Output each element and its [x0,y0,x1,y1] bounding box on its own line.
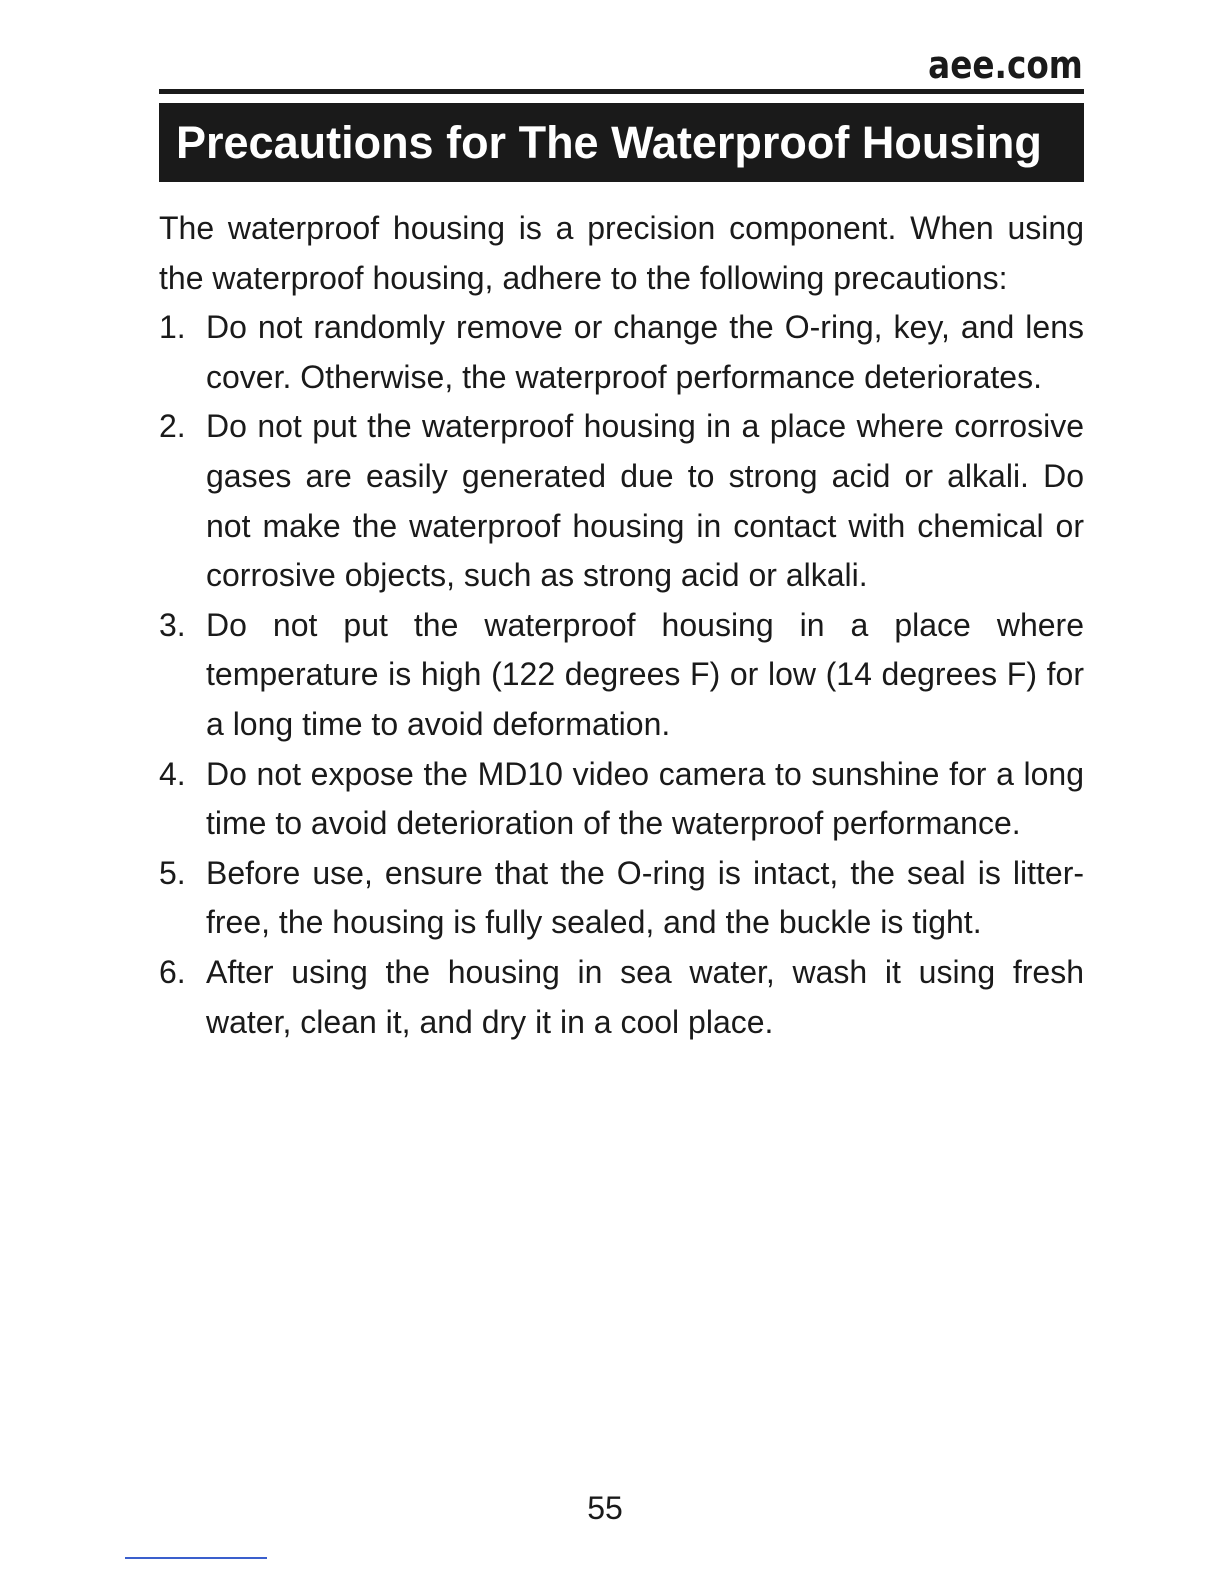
page-number: 55 [587,1490,623,1526]
header-rule [159,89,1084,94]
brand-logo: aee.com [928,43,1083,87]
item-number: 4. [159,755,186,792]
list-item [159,948,1084,1047]
list-item [159,750,1084,849]
precautions-list [159,303,1084,1047]
page-title: Precautions for The Waterproof Housing [159,103,1084,182]
list-item [159,601,1084,750]
item-number: 1. [159,309,186,346]
item-number: 6. [159,953,186,990]
item-text: After using the housing in sea water, wash it using fresh water, clean it, and dry it in a cool place. [206,953,1084,1040]
item-text: Do not randomly remove or change the O-ring, key, and lens cover. Otherwise, the waterproof performance deteriorates. [206,309,1084,395]
item-number: 3. [159,606,186,643]
content-body [159,204,1084,1047]
corner-line [125,1557,267,1559]
intro-paragraph: The waterproof housing is a precision component. When using the waterproof housing, adhere to the following precautions: [159,210,1084,296]
item-number: 2. [159,408,186,445]
list-item [159,849,1084,948]
list-item [159,303,1084,402]
item-number: 5. [159,854,186,891]
list-item [159,402,1084,600]
item-text: Before use, ensure that the O-ring is intact, the seal is litter-free, the housing is fully sealed, and the buckle is tight. [206,854,1084,941]
item-text: Do not put the waterproof housing in a place where corrosive gases are easily generated due to strong acid or alkali. Do not make the waterproof housing in contact with chemical or corrosive objects, such as strong acid or alkali. [206,408,1084,594]
item-text: Do not expose the MD10 video camera to sunshine for a long time to avoid deterioration of the waterproof performance. [206,755,1084,842]
item-text: Do not put the waterproof housing in a place where temperature is high (122 degrees F) or low (14 degrees F) for a long time to avoid deformation. [206,606,1084,742]
